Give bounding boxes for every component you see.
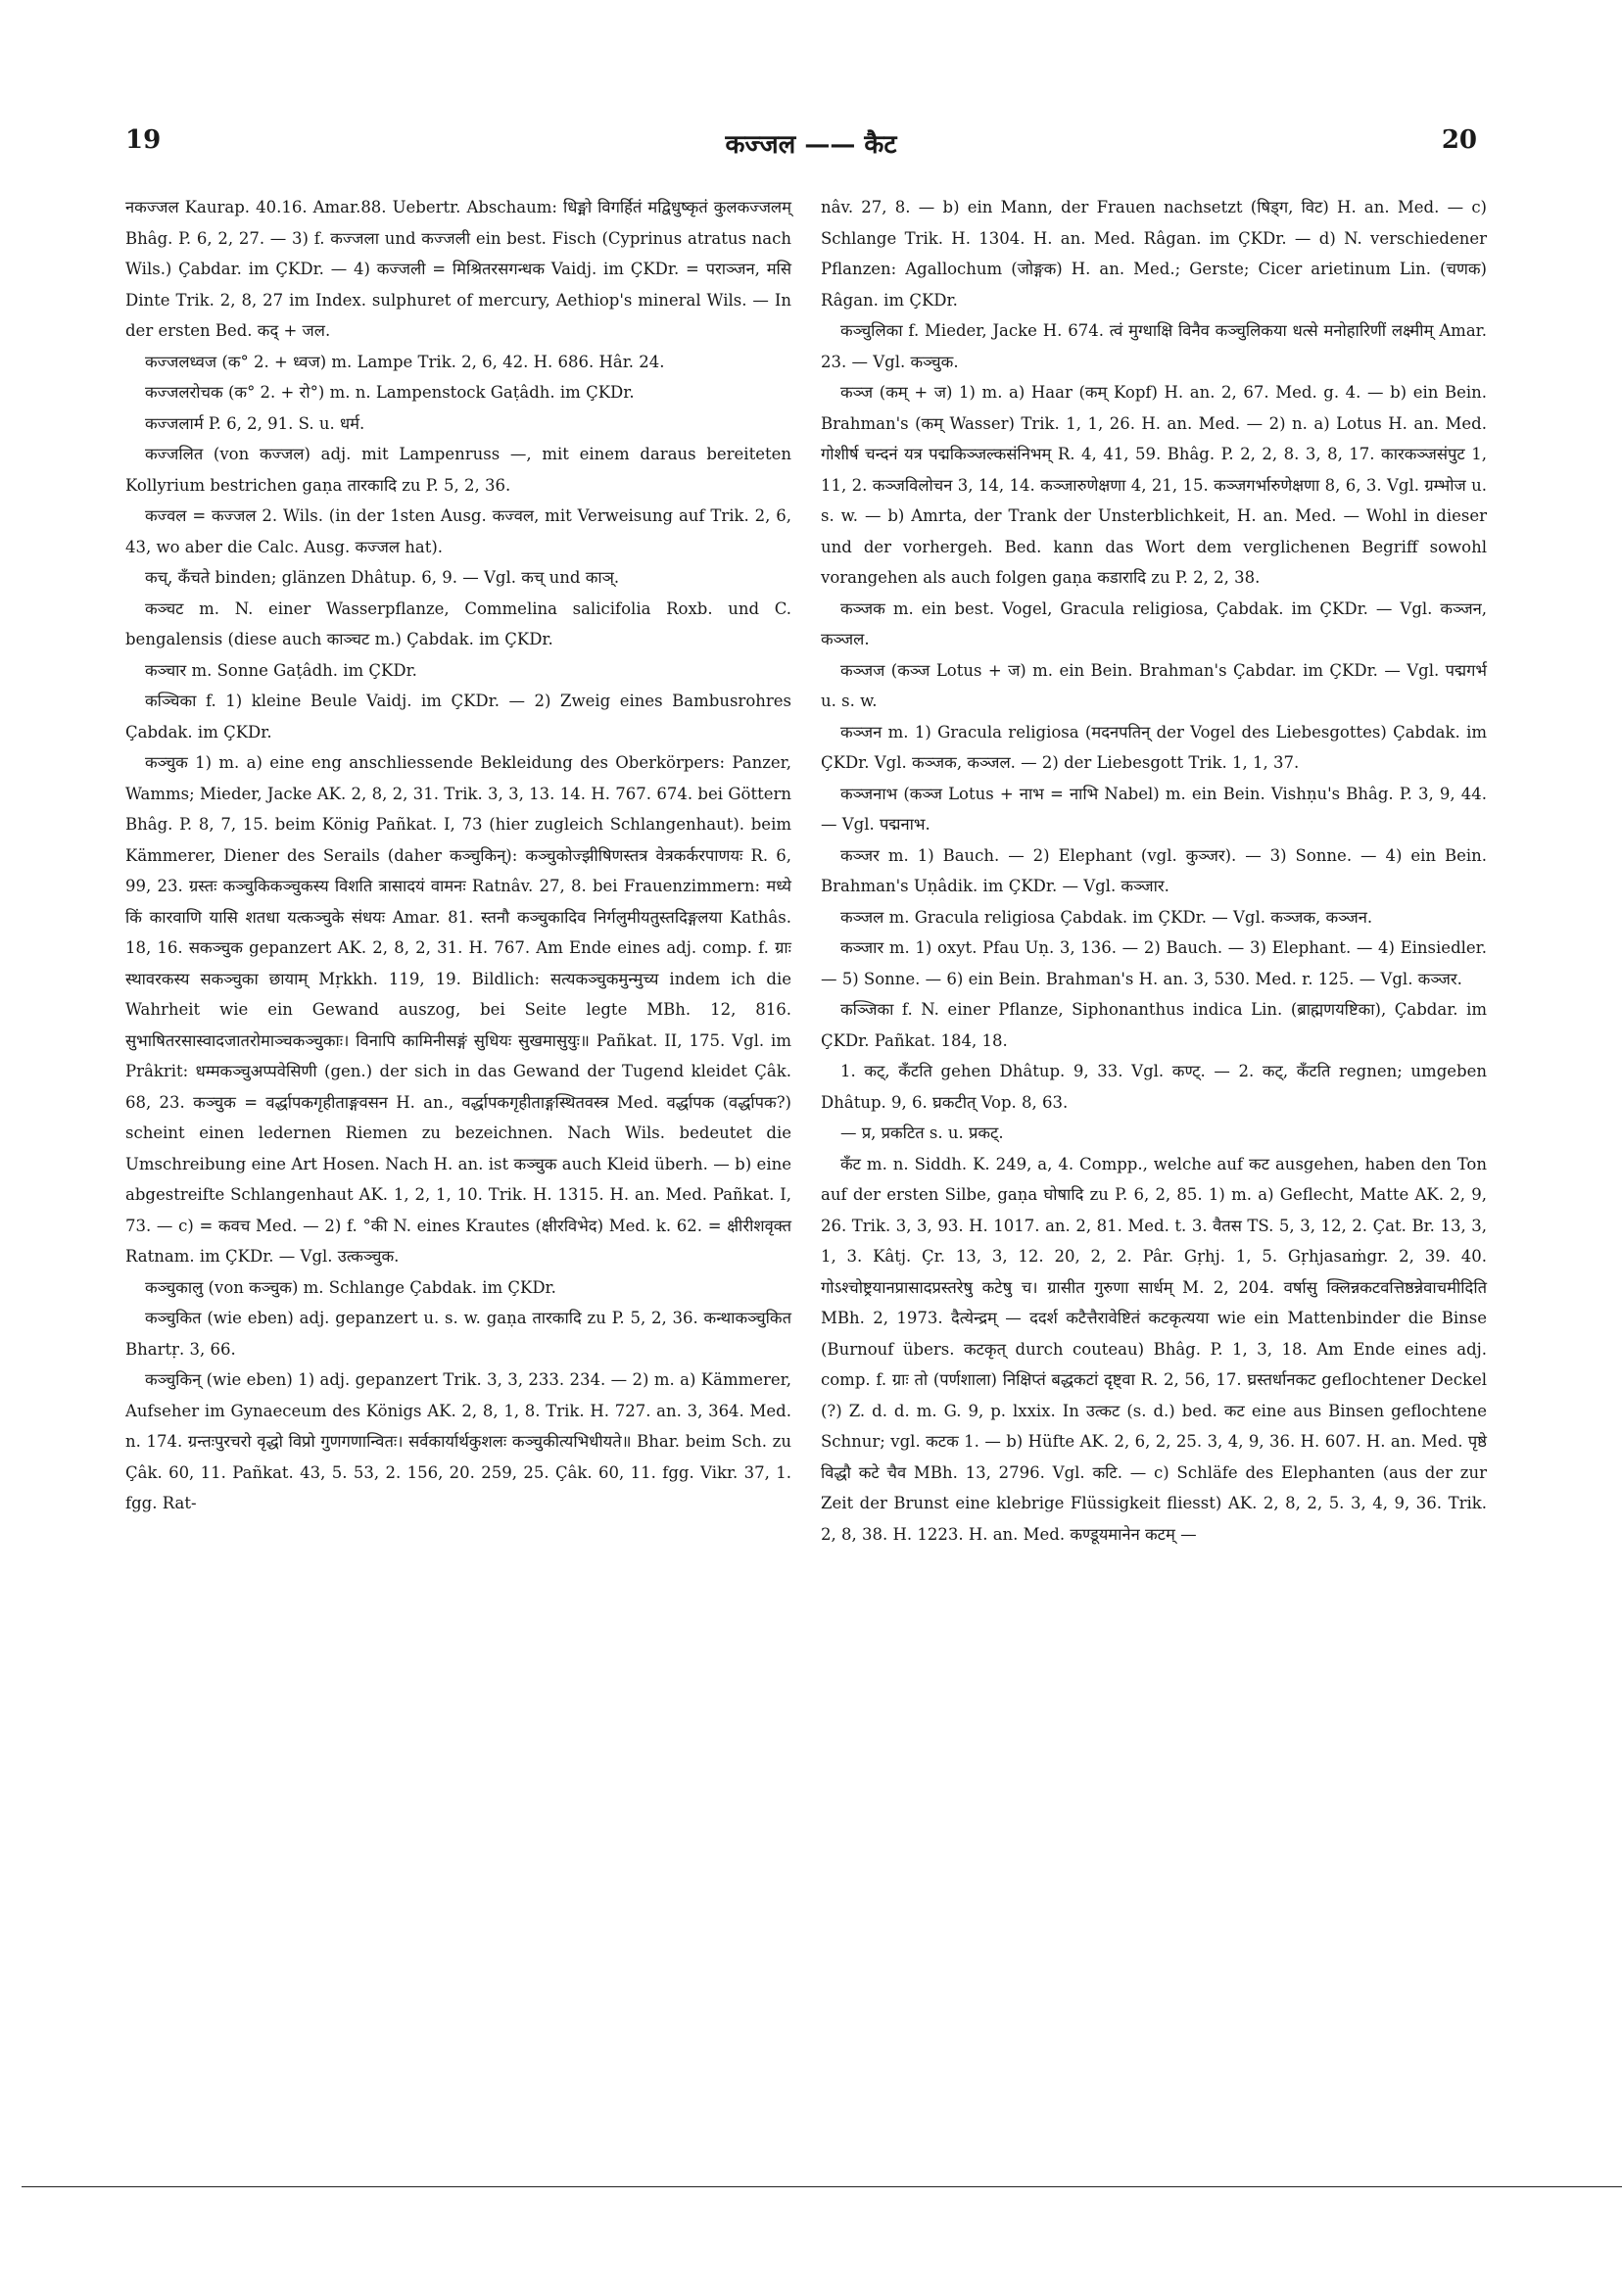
running-title: कज्जल —— कैट — [725, 130, 897, 160]
dictionary-entry: कञ्जर m. 1) Bauch. — 2) Elephant (vgl. कुञ्जर). — 3) Sonne. — 4) ein Bein. Brahman's Uṇâdik. im ÇKDr. — Vgl. कञ्जार. — [821, 845, 1487, 895]
dictionary-entry: कञ्जल m. Gracula religiosa Çabdak. im ÇKDr. — Vgl. कञ्जक, कञ्जन. — [840, 907, 1373, 927]
dictionary-entry: कञ्चुकित (wie eben) adj. gepanzert u. s. w. gaṇa तारकादि zu P. 5, 2, 36. कन्थाकञ्चुकित Bhartṛ. 3, 66. — [125, 1309, 791, 1359]
dictionary-entry: नकज्जल Kaurap. 40.16. Amar.88. Uebertr. Abschaum: धिङ्मो विगर्हितं मद्विधुष्कृतं कुलकज्जलम् Bhâg. P. 6, 2, 27. — 3) f. कज्जला und कज्जली ein best. Fisch (Cyprinus atratus nach Wils.) Çabdar. im ÇKDr. — 4) कज्जली = मिश्रितरसगन्धक Vaidj. im ÇKDr. = पराञ्जन, मसि Dinte Trik. 2, 8, 27 im Index. sulphuret of mercury, Aethiop's mineral Wils. — In der ersten Bed. कद् + जल. — [125, 198, 791, 340]
dictionary-entry: कच्, कँचते binden; glänzen Dhâtup. 6, 9. — Vgl. कच् und काञ्. — [145, 568, 620, 587]
dictionary-entry: कज्जलरोचक (क° 2. + रो°) m. n. Lampenstock Gaṭâdh. im ÇKDr. — [145, 383, 635, 402]
dictionary-entry: कञ्चुकालु (von कञ्चुक) m. Schlange Çabdak. im ÇKDr. — [145, 1277, 556, 1297]
left-page-number: 19 — [125, 125, 162, 155]
right-column — [821, 192, 1487, 1550]
dictionary-entry: कज्जलित (von कज्जल) adj. mit Lampenruss —, mit einem daraus bereiteten Kollyrium bestrichen gaṇa तारकादि zu P. 5, 2, 36. — [125, 445, 791, 495]
dictionary-entry: कञ्चुकिन् (wie eben) 1) adj. gepanzert Trik. 3, 3, 233. 234. — 2) m. a) Kämmerer, Aufseher im Gynaeceum des Königs AK. 2, 8, 1, 8. Trik. H. 727. an. 3, 364. Med. n. 174. ग्रन्तःपुरचरो वृद्धो विप्रो गुणगणान्वितः। सर्वकार्यार्थकुशलः कञ्चुकीत्यभिधीयते॥ Bhar. beim Sch. zu Çâk. 60, 11. Pañkat. 43, 5. 53, 2. 156, 20. 259, 25. Çâk. 60, 11. fgg. Vikr. 37, 1. fgg. Rat- — [125, 1370, 791, 1512]
dictionary-entry: कज्जलार्म P. 6, 2, 91. S. u. धर्म. — [145, 413, 365, 433]
dictionary-entry: कञ्चार m. Sonne Gaṭâdh. im ÇKDr. — [145, 660, 417, 680]
dictionary-entry: कञ्चुलिका f. Mieder, Jacke H. 674. त्वं मुग्धाक्षि विनैव कञ्चुलिकया धत्से मनोहारिणीं लक्ष्मीम् Amar. 23. — Vgl. कञ्चुक. — [821, 321, 1487, 371]
dictionary-entry: कज्जलध्वज (क° 2. + ध्वज) m. Lampe Trik. 2, 6, 42. H. 686. Hâr. 24. — [145, 352, 665, 371]
dictionary-entry: — प्र, प्रकटित s. u. प्रकट्. — [840, 1124, 1004, 1142]
dictionary-entry: कञ्जन m. 1) Gracula religiosa (मदनपतिन् der Vogel des Liebesgottes) Çabdak. im ÇKDr. Vgl. कञ्जक, कञ्जल. — 2) der Liebesgott Trik. 1, 1, 37. — [821, 722, 1487, 772]
dictionary-entry: nâv. 27, 8. — b) ein Mann, der Frauen nachsetzt (षिड्ग, विट) H. an. Med. — c) Schlange Trik. H. 1304. H. an. Med. Râgan. im ÇKDr. — d) N. verschiedener Pflanzen: Agallochum (जोङ्गक) H. an. Med.; Gerste; Cicer arietinum Lin. (चणक) Râgan. im ÇKDr. — [821, 198, 1487, 310]
dictionary-entry: कञ्जक m. ein best. Vogel, Gracula religiosa, Çabdak. im ÇKDr. — Vgl. कञ्जन, कञ्जल. — [821, 598, 1487, 648]
dictionary-entry: कँट m. n. Siddh. K. 249, a, 4. Compp., welche auf कट ausgehen, haben den Ton auf der ersten Silbe, gaṇa घोषादि zu P. 6, 2, 85. 1) m. a) Geflecht, Matte AK. 2, 9, 26. Trik. 3, 3, 93. H. 1017. an. 2, 81. Med. t. 3. वैतस TS. 5, 3, 12, 2. Çat. Br. 13, 3, 1, 3. Kâtj. Çr. 13, 3, 12. 20, 2, 2. Pâr. Gṛhj. 1, 5. Gṛhjasaṁgr. 2, 39. 40. गोऽश्चोष्ट्रयानप्रासादप्रस्तरेषु कटेषु च। ग्रासीत गुरुणा सार्धम् M. 2, 204. वर्षासु क्लिन्नकटवत्तिष्ठन्नेवाचमीदिति MBh. 2, 1973. दैत्येन्द्रम् — ददर्श कटैत्तैरावेष्टितं कटकृत्यया wie ein Mattenbinder die Binse (Burnouf übers. कटकृत् durch couteau) Bhâg. P. 1, 3, 18. Am Ende eines adj. comp. f. ग्राः तो (पर्णशाला) निक्षिप्तं बद्धकटां दृष्ट्वा R. 2, 56, 17. घ्रस्तर्धानकट geflochtener Deckel (?) Z. d. d. m. G. 9, p. lxxix. In उत्कट (s. d.) bed. कट eine aus Binsen geflochtene Schnur; vgl. कटक 1. — b) Hüfte AK. 2, 6, 2, 25. 3, 4, 9, 36. H. 607. H. an. Med. पृष्ठे विद्धौ कटे चैव MBh. 13, 2796. Vgl. कटि. — c) Schläfe des Elephanten (aus der zur Zeit der Brunst eine klebrige Flüssigkeit fliesst) AK. 2, 8, 2, 5. 3, 4, 9, 36. Trik. 2, 8, 38. H. 1223. H. an. Med. कण्डूयमानेन कटम् — — [821, 1154, 1487, 1544]
dictionary-entry: कञ्जनाभ (कञ्ज Lotus + नाभ = नाभि Nabel) m. ein Bein. Vishṇu's Bhâg. P. 3, 9, 44. — Vgl. पद्मनाभ. — [821, 784, 1487, 834]
dictionary-entry: कञ्जिका f. N. einer Pflanze, Siphonanthus indica Lin. (ब्राह्मणयष्टिका), Çabdar. im ÇKDr. Pañkat. 184, 18. — [821, 1000, 1487, 1050]
left-column — [125, 192, 791, 1519]
dictionary-entry: 1. कट्, कँटति gehen Dhâtup. 9, 33. Vgl. कण्ट्. — 2. कट्, कँटति regnen; umgeben Dhâtup. 9, 6. घ्रकटीत् Vop. 8, 63. — [821, 1062, 1487, 1112]
footer-rule — [22, 2186, 1622, 2187]
dictionary-entry: कञ्चिका f. 1) kleine Beule Vaidj. im ÇKDr. — 2) Zweig eines Bambusrohres Çabdak. im ÇKDr. — [125, 692, 791, 741]
dictionary-entry: कञ्चट m. N. einer Wasserpflanze, Commelina salicifolia Roxb. und C. bengalensis (diese auch काञ्चट m.) Çabdak. im ÇKDr. — [125, 598, 791, 648]
right-page-number: 20 — [1441, 125, 1477, 155]
dictionary-entry: कञ्जार m. 1) oxyt. Pfau Uṇ. 3, 136. — 2) Bauch. — 3) Elephant. — 4) Einsiedler. — 5) Sonne. — 6) ein Bein. Brahman's H. an. 3, 530. Med. r. 125. — Vgl. कञ्जर. — [821, 938, 1487, 988]
dictionary-entry: कञ्जज (कञ्ज Lotus + ज) m. ein Bein. Brahman's Çabdar. im ÇKDr. — Vgl. पद्मगर्भ u. s. w. — [821, 660, 1487, 710]
dictionary-entry: कञ्चुक 1) m. a) eine eng anschliessende Bekleidung des Oberkörpers: Panzer, Wamms; Mieder, Jacke AK. 2, 8, 2, 31. Trik. 3, 3, 13. 14. H. 767. 674. bei Göttern Bhâg. P. 8, 7, 15. beim König Pañkat. I, 73 (hier zugleich Schlangenhaut). beim Kämmerer, Diener des Serails (daher कञ्चुकिन्): कञ्चुकोज्झीषिणस्तत्र वेत्रकर्करपाणयः R. 6, 99, 23. ग्रस्तः कञ्चुकिकञ्चुकस्य विशति त्रासादयं वामनः Ratnâv. 27, 8. bei Frauenzimmern: मध्ये किं कारवाणि यासि शतधा यत्कञ्चुके संधयः Amar. 81. स्तनौ कञ्चुकादिव निर्गलुमीयतुस्तदिङ्गलया Kathâs. 18, 16. सकञ्चुक gepanzert AK. 2, 8, 2, 31. H. 767. Am Ende eines adj. comp. f. ग्राः स्थावरकस्य सकञ्चुका छायाम् Mṛkkh. 119, 19. Bildlich: सत्यकञ्चुकमुन्मुच्य indem ich die Wahrheit wie ein Gewand auszog, bei Seite legte MBh. 12, 816. सुभाषितरसास्वादजातरोमाञ्चकञ्चुकाः। विनापि कामिनीसङ्गं सुधियः सुखमासुयुः॥ Pañkat. II, 175. Vgl. im Prâkrit: धम्मकञ्चुअप्पवेसिणी (gen.) der sich in das Gewand der Tugend kleidet Çâk. 68, 23. कञ्चुक = वर्द्धापकगृहीताङ्गवसन H. an., वर्द्धापकगृहीताङ्गस्थितवस्त्र Med. वर्द्धापक (वर्द्धापक?) scheint einen ledernen Riemen zu bezeichnen. Nach Wils. bedeutet die Umschreibung eine Art Hosen. Nach H. an. ist कञ्चुक auch Kleid überh. — b) eine abgestreifte Schlangenhaut AK. 1, 2, 1, 10. Trik. H. 1315. H. an. Med. Pañkat. I, 73. — c) = कवच Med. — 2) f. °की N. eines Krautes (क्षीरविभेद) Med. k. 62. = क्षीरीशवृक्त Ratnam. im ÇKDr. — Vgl. उत्कञ्चुक. — [125, 753, 791, 1266]
dictionary-entry: कज्वल = कज्जल 2. Wils. (in der 1sten Ausg. कज्वल, mit Verweisung auf Trik. 2, 6, 43, wo aber die Calc. Ausg. कज्जल hat). — [125, 506, 791, 556]
dictionary-entry: कञ्ज (कम् + ज) 1) m. a) Haar (कम् Kopf) H. an. 2, 67. Med. g. 4. — b) ein Bein. Brahman's (कम् Wasser) Trik. 1, 1, 26. H. an. Med. — 2) n. a) Lotus H. an. Med. गोशीर्ष चन्दनं यत्र पद्मकिञ्जल्कसंनिभम् R. 4, 41, 59. Bhâg. P. 2, 2, 8. 3, 8, 17. कारकञ्जसंपुट 1, 11, 2. कञ्जविलोचन 3, 14, 14. कञ्जारुणेक्षणा 4, 21, 15. कञ्जगर्भारुणेक्षणा 8, 6, 3. Vgl. ग्रम्भोज u. s. w. — b) Amrta, der Trank der Unsterblichkeit, H. an. Med. — Wohl in dieser und der vorhergeh. Bed. kann das Wort dem verglichenen Begriff sowohl vorangehen als auch folgen gaṇa कडारादि zu P. 2, 2, 38. — [821, 383, 1487, 587]
